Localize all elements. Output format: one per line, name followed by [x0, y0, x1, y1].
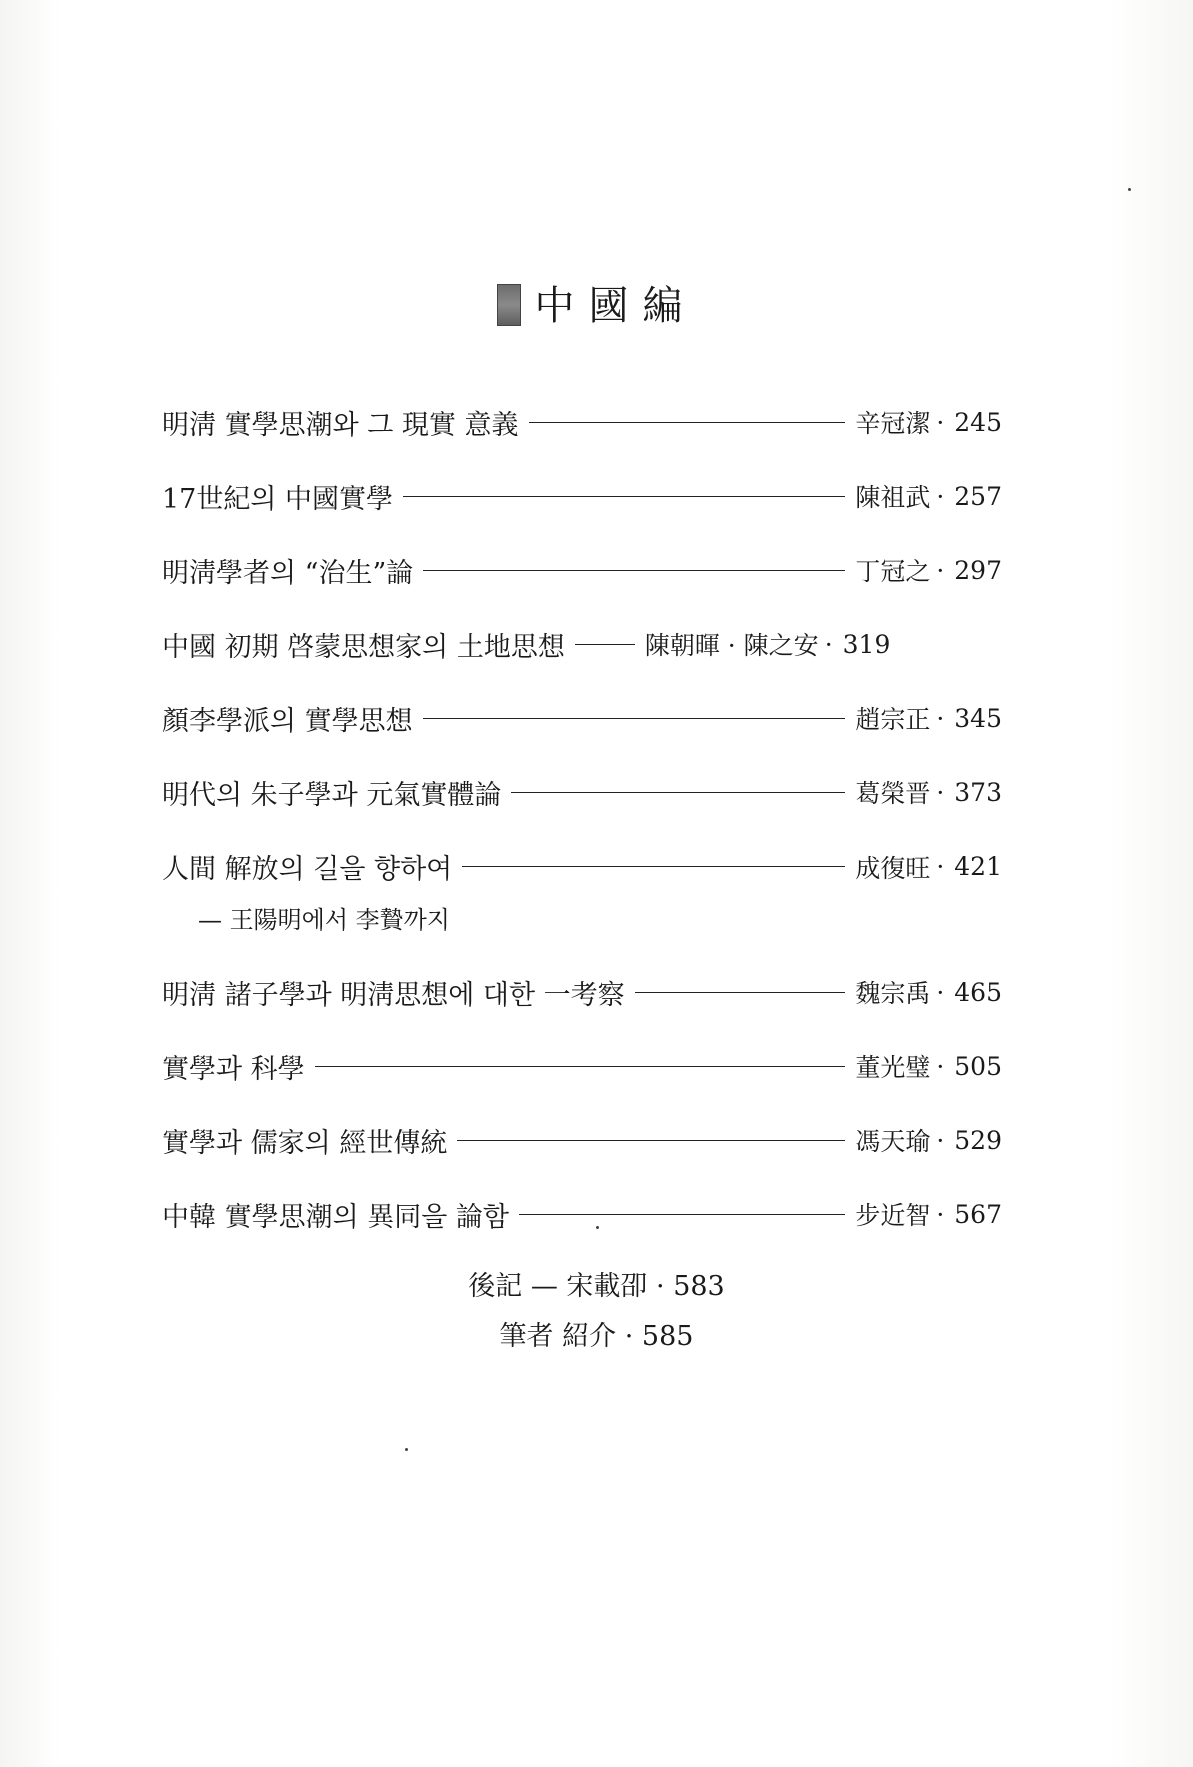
leader-line — [635, 992, 846, 993]
separator-dot: · — [936, 977, 945, 1007]
entry-title: 實學과 儒家의 經世傳統 — [162, 1127, 448, 1159]
entry-author: 丁冠之 — [855, 557, 931, 586]
toc-entry[interactable] — [162, 533, 1002, 607]
dust-speck — [405, 1448, 408, 1451]
entry-author: 成復旺 — [855, 853, 931, 883]
leader-line — [423, 718, 846, 719]
entry-page-number: 465 — [954, 977, 1002, 1007]
entry-author: 董光璧 — [855, 1053, 931, 1082]
separator-dot: · — [624, 1321, 634, 1352]
afterword-label: 後記 — [468, 1271, 523, 1302]
leader-line — [529, 422, 846, 423]
leader-line — [423, 570, 845, 571]
leader-line — [457, 1140, 845, 1141]
back-matter — [0, 1262, 1193, 1362]
entry-author: 辛冠潔 — [855, 409, 931, 438]
entry-page-number: 373 — [954, 777, 1002, 807]
afterword-dash: — — [530, 1271, 558, 1302]
entry-title: 明淸 諸子學과 明淸思想에 대한 一考察 — [162, 979, 625, 1011]
entry-author: 陳祖武 — [855, 483, 931, 512]
entry-page-number: 529 — [954, 1125, 1002, 1155]
separator-dot: · — [936, 1051, 945, 1081]
entry-title: 顏李學派의 實學思想 — [162, 705, 413, 737]
leader-line — [315, 1066, 846, 1067]
separator-dot: · — [936, 1199, 945, 1229]
entry-author: 趙宗正 — [855, 705, 931, 734]
entry-title: 人間 解放의 길을 향하여 — [162, 854, 453, 885]
leader-line — [519, 1214, 845, 1215]
entry-author: 馮天瑜 — [855, 1127, 931, 1156]
authors-intro-label: 筆者 紹介 — [499, 1321, 617, 1352]
entry-subtitle: — 王陽明에서 李贄까지 — [198, 906, 450, 934]
entry-title: 中國 初期 啓蒙思想家의 土地思想 — [162, 631, 565, 663]
toc-entry[interactable] — [162, 681, 1002, 755]
leader-line — [403, 496, 845, 497]
separator-dot: · — [936, 703, 945, 733]
toc-entry[interactable] — [162, 385, 1002, 459]
separator-dot: · — [936, 777, 945, 807]
separator-dot: · — [824, 629, 833, 659]
entry-title: 中韓 實學思潮의 異同을 論함 — [162, 1201, 509, 1233]
leader-line — [575, 644, 635, 645]
authors-intro-entry[interactable] — [0, 1312, 1193, 1362]
entry-author: 步近智 — [855, 1201, 931, 1230]
entry-page-number: 505 — [954, 1051, 1002, 1081]
entry-title: 明代의 朱子學과 元氣實體論 — [162, 779, 502, 811]
entry-author: 陳朝暉 · 陳之安 — [644, 631, 819, 660]
toc-entry[interactable] — [162, 829, 1002, 955]
entry-author: 魏宗禹 — [855, 979, 931, 1008]
entry-page-number: 345 — [954, 703, 1002, 733]
entry-page-number: 257 — [954, 481, 1002, 511]
separator-dot: · — [936, 481, 945, 511]
leader-line — [462, 866, 845, 867]
separator-dot: · — [936, 852, 945, 881]
heading-marker-block — [497, 284, 521, 326]
entry-page-number: 319 — [842, 629, 891, 659]
afterword-author: 宋載卲 — [566, 1271, 648, 1302]
toc-entry[interactable] — [162, 607, 1002, 681]
entry-page-number: 245 — [954, 407, 1002, 437]
toc-entry[interactable] — [162, 1177, 1002, 1251]
toc-entry[interactable] — [162, 1029, 1002, 1103]
section-heading — [0, 278, 1193, 334]
toc-entry[interactable] — [162, 1103, 1002, 1177]
entry-title: 17世紀의 中國實學 — [162, 483, 394, 515]
entry-title: 實學과 科學 — [162, 1053, 305, 1085]
entry-page-number: 567 — [954, 1199, 1002, 1229]
dust-speck — [1128, 188, 1131, 191]
separator-dot: · — [936, 1125, 945, 1155]
section-title-text: 中國編 — [534, 283, 697, 329]
entry-page-number: 297 — [954, 555, 1002, 585]
entry-main-row — [162, 847, 1002, 886]
toc-entry[interactable] — [162, 459, 1002, 533]
separator-dot: · — [936, 555, 945, 585]
leader-line — [511, 792, 845, 793]
entry-title: 明淸學者의 “治生”論 — [162, 557, 414, 589]
separator-dot: · — [936, 407, 945, 437]
entry-title: 明淸 實學思潮와 그 現實 意義 — [162, 409, 519, 441]
toc-entry[interactable] — [162, 955, 1002, 1029]
separator-dot: · — [656, 1271, 665, 1302]
afterword-page-number: 583 — [673, 1271, 725, 1302]
entry-page-number: 421 — [954, 852, 1002, 881]
table-of-contents — [162, 385, 1002, 1251]
authors-intro-page-number: 585 — [641, 1321, 694, 1352]
afterword-entry[interactable] — [0, 1262, 1193, 1312]
toc-entry[interactable] — [162, 755, 1002, 829]
entry-author: 葛榮晋 — [855, 779, 931, 808]
